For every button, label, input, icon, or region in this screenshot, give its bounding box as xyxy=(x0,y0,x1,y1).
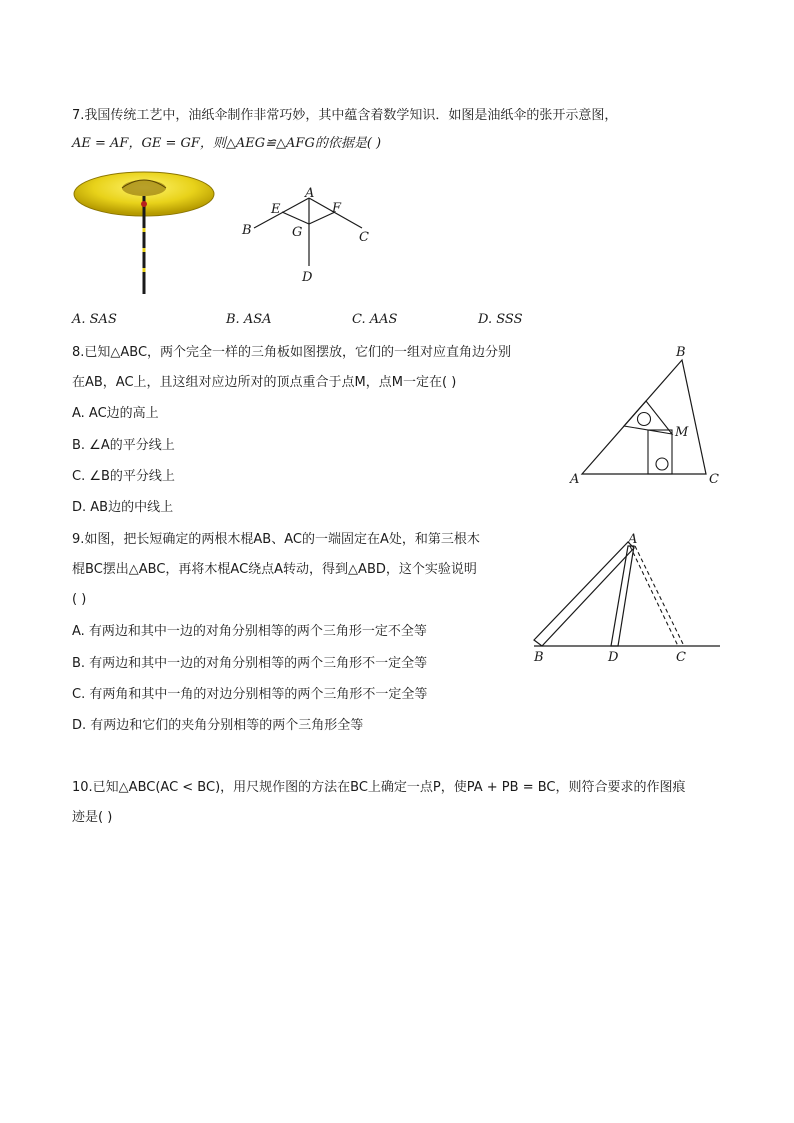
umbrella-photo xyxy=(72,168,220,298)
q9-text-line1: 9.如图，把长短确定的两根木棍AB、AC的一端固定在A处，和第三根木 xyxy=(72,532,480,547)
q8-text-line1: 8.已知△ABC，两个完全一样的三角板如图摆放，它们的一组对应直角边分别 xyxy=(72,345,512,360)
q7-option-b[interactable]: B. ASA xyxy=(226,312,272,327)
q9-option-c[interactable]: C. 有两角和其中一角的对边分别相等的两个三角形不一定全等 xyxy=(72,687,428,702)
q7-option-c[interactable]: C. AAS xyxy=(352,312,398,327)
q7-text-line2: AE = AF，GE = GF，则△AEG≌△AFG的依据是( ) xyxy=(72,136,382,151)
q10-text-line2: 迹是( ) xyxy=(72,810,113,825)
q8-option-a[interactable]: A. AC边的高上 xyxy=(72,406,159,421)
q9-label-c: C xyxy=(676,650,686,665)
q9-text-line2: 棍BC摆出△ABC，再将木棍AC绕点A转动，得到△ABD，这个实验说明 xyxy=(72,562,477,577)
q9-text-line3: ( ) xyxy=(72,592,87,607)
q9-label-a: A xyxy=(628,532,638,547)
q9-option-d[interactable]: D. 有两边和它们的夹角分别相等的两个三角形全等 xyxy=(72,718,364,733)
q8-label-b: B xyxy=(676,345,686,360)
q7-label-d: D xyxy=(302,270,313,285)
q8-label-c: C xyxy=(709,472,719,487)
q8-option-b[interactable]: B. ∠A的平分线上 xyxy=(72,438,175,453)
q7-option-a[interactable]: A. SAS xyxy=(72,312,117,327)
q8-option-c[interactable]: C. ∠B的平分线上 xyxy=(72,469,175,484)
q7-figure xyxy=(236,184,386,284)
q7-label-f: F xyxy=(332,201,342,216)
q8-label-a: A xyxy=(570,472,580,487)
q7-label-e: E xyxy=(271,202,281,217)
q9-label-d: D xyxy=(608,650,619,665)
q7-option-d[interactable]: D. SSS xyxy=(478,312,523,327)
q10-text-line1: 10.已知△ABC(AC < BC)，用尺规作图的方法在BC上确定一点P，使PA + PB = BC，则符合要求的作图痕 xyxy=(72,780,686,795)
q7-label-g: G xyxy=(292,225,303,240)
q7-label-a: A xyxy=(305,186,315,201)
q9-option-b[interactable]: B. 有两边和其中一边的对角分别相等的两个三角形不一定全等 xyxy=(72,656,428,671)
q8-text-line2: 在AB，AC上，且这组对应边所对的顶点重合于点M，点M一定在( ) xyxy=(72,375,457,390)
q7-label-b: B xyxy=(242,223,252,238)
q9-label-b: B xyxy=(534,650,544,665)
q8-triangle-figure xyxy=(566,344,726,489)
q9-stick-figure xyxy=(528,530,723,670)
q7-text-line1: 7.我国传统工艺中，油纸伞制作非常巧妙，其中蕴含着数学知识．如图是油纸伞的张开示意图， xyxy=(72,108,618,123)
q8-option-d[interactable]: D. AB边的中线上 xyxy=(72,500,174,515)
q9-option-a[interactable]: A. 有两边和其中一边的对角分别相等的两个三角形一定不全等 xyxy=(72,624,427,639)
q7-label-c: C xyxy=(359,230,369,245)
q8-label-m: M xyxy=(675,425,689,440)
q7-options xyxy=(72,310,572,330)
